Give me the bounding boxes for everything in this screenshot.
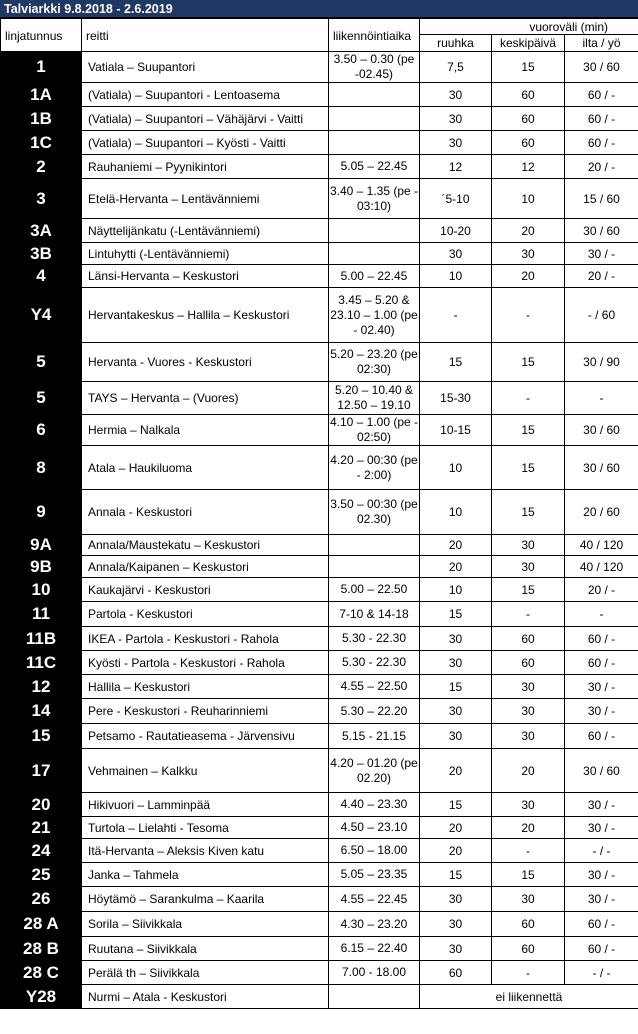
line-id-cell: 21 (1, 817, 82, 839)
route-cell: Länsi-Hervanta – Keskustori (82, 265, 329, 288)
rush-interval-cell: 30 (420, 912, 492, 937)
table-row (1, 627, 638, 651)
rush-interval-cell: 10-15 (420, 415, 492, 446)
evening-interval-cell: - / - (565, 839, 638, 863)
line-id-cell: 10 (1, 578, 82, 602)
table-row (1, 985, 638, 1009)
table-row (1, 288, 638, 343)
route-cell: Janka – Tahmela (82, 863, 329, 887)
midday-interval-cell: 15 (492, 490, 565, 535)
line-id-cell: 9A (1, 535, 82, 556)
operating-time-cell: 6.15 – 22.40 (329, 937, 420, 961)
operating-time-cell: 5.00 – 22.45 (329, 265, 420, 288)
rush-interval-cell: - (420, 288, 492, 343)
table-row (1, 219, 638, 243)
operating-time-cell: 4.10 – 1.00 (pe - 02:50) (329, 415, 419, 444)
table-row (1, 265, 638, 288)
midday-interval-cell: 30 (492, 675, 565, 699)
rush-interval-cell: 30 (420, 887, 492, 912)
operating-time-cell: 5.30 - 22.30 (329, 627, 420, 651)
line-id-cell: 1 (1, 52, 82, 83)
line-id-cell: 9 (1, 490, 82, 535)
rush-interval-cell: 30 (420, 107, 492, 131)
route-cell: Hervantakeskus – Hallila – Keskustori (82, 288, 329, 343)
rush-interval-cell: 15 (420, 863, 492, 887)
table-row (1, 446, 638, 490)
midday-interval-cell: 10 (492, 179, 565, 219)
rush-interval-cell: 30 (420, 937, 492, 961)
evening-interval-cell: 60 / - (565, 937, 638, 961)
route-cell: Näyttelijänkatu (-Lentävänniemi) (82, 219, 329, 243)
line-id-cell: 17 (1, 749, 82, 793)
midday-interval-cell: 15 (492, 52, 565, 83)
midday-interval-cell: 60 (492, 83, 565, 107)
route-cell: Annala/Maustekatu – Keskustori (82, 535, 329, 556)
operating-time-cell (329, 219, 420, 243)
line-id-cell: 14 (1, 699, 82, 724)
table-row (1, 243, 638, 265)
route-cell: TAYS – Hervanta – (Vuores) (82, 382, 329, 415)
rush-interval-cell: 30 (420, 651, 492, 675)
operating-time-cell: 3.40 – 1.35 (pe - 03:10) (329, 179, 420, 219)
rush-interval-cell: 10 (420, 490, 492, 535)
table-row (1, 83, 638, 107)
route-cell: Etelä-Hervanta – Lentävänniemi (82, 179, 329, 219)
evening-interval-cell: 30 / 60 (565, 52, 638, 83)
line-id-cell: 26 (1, 887, 82, 912)
table-row (1, 415, 638, 446)
line-id-cell: 24 (1, 839, 82, 863)
route-cell: Kaukajärvi - Keskustori (82, 578, 329, 602)
line-id-cell: 3A (1, 219, 82, 243)
route-cell: Pere - Keskustori - Reuharinniemi (82, 699, 329, 724)
rush-interval-cell: 20 (420, 817, 492, 839)
evening-interval-cell: 30 / - (565, 817, 638, 839)
table-row (1, 887, 638, 912)
page-title: Talviarkki 9.8.2018 - 2.6.2019 (4, 2, 173, 16)
table-row (1, 937, 638, 961)
table-row (1, 52, 638, 83)
evening-interval-cell: 60 / - (565, 107, 638, 131)
route-cell: Hikivuori – Lamminpää (82, 793, 329, 817)
line-id-cell: 1A (1, 83, 82, 107)
evening-interval-cell: 40 / 120 (565, 535, 638, 556)
operating-time-cell: 4.20 – 01.20 (pe 02.20) (329, 749, 420, 793)
route-cell: IKEA - Partola - Keskustori - Rahola (82, 627, 329, 651)
operating-time-cell (329, 556, 420, 578)
route-cell: Turtola – Lielahti - Tesoma (82, 817, 329, 839)
operating-time-cell: 7-10 & 14-18 (329, 602, 420, 627)
evening-interval-cell: 30 / 60 (565, 446, 638, 490)
operating-time-cell: 4.55 – 22.45 (329, 887, 420, 912)
table-row (1, 107, 638, 131)
midday-interval-cell: 30 (492, 535, 565, 556)
rush-interval-cell: 15 (420, 675, 492, 699)
header-evening: ilta / yö (565, 35, 638, 52)
midday-interval-cell: 20 (492, 749, 565, 793)
table-row (1, 961, 638, 985)
midday-interval-cell: 60 (492, 651, 565, 675)
route-cell: Petsamo - Rautatieasema - Järvensivu (82, 724, 329, 749)
operating-time-cell: 3.50 – 00:30 (pe 02.30) (329, 490, 420, 535)
midday-interval-cell: 12 (492, 155, 565, 179)
line-id-cell: 28 A (1, 912, 82, 937)
evening-interval-cell: 30 / 60 (565, 749, 638, 793)
midday-interval-cell: 60 (492, 131, 565, 155)
rush-interval-cell: 20 (420, 839, 492, 863)
operating-time-cell: 4.20 – 00:30 (pe - 2:00) (329, 446, 420, 490)
route-cell: Hallila – Keskustori (82, 675, 329, 699)
line-id-cell: 3B (1, 243, 82, 265)
midday-interval-cell: 15 (492, 343, 565, 382)
evening-interval-cell: 20 / - (565, 155, 638, 179)
route-cell: Itä-Hervanta – Aleksis Kiven katu (82, 839, 329, 863)
table-row (1, 817, 638, 839)
route-cell: Kyösti - Partola - Keskustori - Rahola (82, 651, 329, 675)
rush-interval-cell: 7,5 (420, 52, 492, 83)
line-id-cell: 25 (1, 863, 82, 887)
route-cell: (Vatiala) – Suupantori – Kyösti - Vaitti (82, 131, 329, 155)
route-cell: Atala – Haukiluoma (82, 446, 329, 490)
line-id-cell: 3 (1, 179, 82, 219)
midday-interval-cell: 15 (492, 863, 565, 887)
rush-interval-cell: 10 (420, 265, 492, 288)
route-cell: (Vatiala) – Suupantori - Lentoasema (82, 83, 329, 107)
line-id-cell: 4 (1, 265, 82, 288)
table-row (1, 675, 638, 699)
line-id-cell: 12 (1, 675, 82, 699)
table-row (1, 699, 638, 724)
route-cell: Ruutana – Siivikkala (82, 937, 329, 961)
evening-interval-cell: 60 / - (565, 724, 638, 749)
table-row (1, 651, 638, 675)
midday-interval-cell: 30 (492, 243, 565, 265)
line-id-cell: 15 (1, 724, 82, 749)
evening-interval-cell: 60 / - (565, 131, 638, 155)
rush-interval-cell: 12 (420, 155, 492, 179)
midday-interval-cell: 30 (492, 699, 565, 724)
header-route: reitti (82, 19, 329, 52)
operating-time-cell: 7.00 - 18.00 (329, 961, 420, 985)
header-midday: keskipäivä (492, 35, 565, 52)
title-bar (0, 0, 638, 18)
line-id-cell: 28 B (1, 937, 82, 961)
evening-interval-cell: 30 / 90 (565, 343, 638, 382)
evening-interval-cell: - (565, 602, 638, 627)
operating-time-cell (329, 107, 420, 131)
rush-interval-cell: 10 (420, 446, 492, 490)
table-row (1, 343, 638, 382)
evening-interval-cell: 15 / 60 (565, 179, 638, 219)
midday-interval-cell: 20 (492, 219, 565, 243)
midday-interval-cell: 60 (492, 107, 565, 131)
rush-interval-cell: 20 (420, 556, 492, 578)
route-cell: Annala - Keskustori (82, 490, 329, 535)
operating-time-cell (329, 243, 420, 265)
midday-interval-cell: 60 (492, 627, 565, 651)
table-row (1, 490, 638, 535)
not-in-service-cell: ei liikennettä (420, 985, 638, 1009)
line-id-cell: 20 (1, 793, 82, 817)
midday-interval-cell: 20 (492, 817, 565, 839)
evening-interval-cell: 60 / - (565, 651, 638, 675)
operating-time-cell: 5.30 – 22.20 (329, 699, 420, 724)
rush-interval-cell: 10-20 (420, 219, 492, 243)
table-row (1, 793, 638, 817)
rush-interval-cell: 15 (420, 793, 492, 817)
table-row (1, 724, 638, 749)
header-line-id: linjatunnus (1, 19, 82, 52)
evening-interval-cell: - / - (565, 961, 638, 985)
operating-time-cell: 4.40 – 23.30 (329, 793, 420, 817)
operating-time-cell: 5.20 – 23.20 (pe 02:30) (329, 343, 420, 382)
line-id-cell: 11C (1, 651, 82, 675)
operating-time-cell: 5.30 - 22.30 (329, 651, 420, 675)
midday-interval-cell: - (492, 288, 565, 343)
evening-interval-cell: 60 / - (565, 912, 638, 937)
evening-interval-cell: 30 / - (565, 863, 638, 887)
midday-interval-cell: 15 (492, 446, 565, 490)
operating-time-cell: 4.50 – 23.10 (329, 817, 420, 839)
header-operating-time: liikennöintiaika (329, 19, 420, 52)
rush-interval-cell: ´5-10 (420, 179, 492, 219)
evening-interval-cell: 60 / - (565, 627, 638, 651)
table-row (1, 535, 638, 556)
table-row (1, 131, 638, 155)
line-id-cell: 2 (1, 155, 82, 179)
evening-interval-cell: 20 / 60 (565, 490, 638, 535)
midday-interval-cell: 60 (492, 937, 565, 961)
midday-interval-cell: 15 (492, 415, 565, 446)
midday-interval-cell: 15 (492, 578, 565, 602)
table-row (1, 179, 638, 219)
evening-interval-cell: 20 / - (565, 578, 638, 602)
operating-time-cell: 5.20 – 10.40 & 12.50 – 19.10 (329, 382, 420, 415)
operating-time-cell: 4.30 – 23.20 (329, 912, 420, 937)
midday-interval-cell: - (492, 602, 565, 627)
rush-interval-cell: 20 (420, 535, 492, 556)
route-cell: Höytämö – Sarankulma – Kaarila (82, 887, 329, 912)
midday-interval-cell: 30 (492, 724, 565, 749)
line-id-cell: 8 (1, 446, 82, 490)
operating-time-cell: 5.05 – 23.35 (329, 863, 420, 887)
rush-interval-cell: 30 (420, 131, 492, 155)
table-row (1, 556, 638, 578)
evening-interval-cell: - / 60 (565, 288, 638, 343)
evening-interval-cell: 40 / 120 (565, 556, 638, 578)
route-cell: Vatiala – Suupantori (82, 52, 329, 83)
table-row (1, 382, 638, 415)
evening-interval-cell: 30 / - (565, 699, 638, 724)
evening-interval-cell: 30 / 60 (565, 219, 638, 243)
table-row (1, 863, 638, 887)
route-cell: Hervanta - Vuores - Keskustori (82, 343, 329, 382)
rush-interval-cell: 15 (420, 343, 492, 382)
table-row (1, 749, 638, 793)
table-row (1, 912, 638, 937)
evening-interval-cell: 60 / - (565, 83, 638, 107)
line-id-cell: 1C (1, 131, 82, 155)
route-cell: Vehmainen – Kalkku (82, 749, 329, 793)
route-cell: Lintuhytti (-Lentävänniemi) (82, 243, 329, 265)
line-id-cell: 11 (1, 602, 82, 627)
route-cell: Rauhaniemi – Pyynikintori (82, 155, 329, 179)
line-id-cell: Y4 (1, 288, 82, 343)
operating-time-cell: 5.00 – 22.50 (329, 578, 420, 602)
route-cell: Partola - Keskustori (82, 602, 329, 627)
midday-interval-cell: 30 (492, 556, 565, 578)
rush-interval-cell: 60 (420, 961, 492, 985)
rush-interval-cell: 15 (420, 602, 492, 627)
rush-interval-cell: 30 (420, 627, 492, 651)
header-row (1, 19, 638, 35)
operating-time-cell: 4.55 – 22.50 (329, 675, 420, 699)
operating-time-cell: 6.50 – 18.00 (329, 839, 420, 863)
line-id-cell: 5 (1, 382, 82, 415)
evening-interval-cell: 30 / - (565, 243, 638, 265)
rush-interval-cell: 15-30 (420, 382, 492, 415)
rush-interval-cell: 10 (420, 578, 492, 602)
operating-time-cell: 3.50 – 0.30 (pe -02.45) (329, 52, 420, 83)
table-row (1, 839, 638, 863)
line-id-cell: 6 (1, 415, 82, 446)
table-row (1, 578, 638, 602)
midday-interval-cell: 30 (492, 793, 565, 817)
operating-time-cell: 3.45 – 5.20 & 23.10 – 1.00 (pe - 02.40) (329, 288, 420, 343)
evening-interval-cell: 30 / - (565, 675, 638, 699)
operating-time-cell (329, 131, 420, 155)
line-id-cell: 28 C (1, 961, 82, 985)
evening-interval-cell: 20 / - (565, 265, 638, 288)
route-cell: Hermia – Nalkala (82, 415, 329, 446)
route-cell: Annala/Kaipanen – Keskustori (82, 556, 329, 578)
route-cell: Perälä th – Siivikkala (82, 961, 329, 985)
line-id-cell: 1B (1, 107, 82, 131)
operating-time-cell (329, 985, 420, 1009)
rush-interval-cell: 30 (420, 243, 492, 265)
rush-interval-cell: 30 (420, 724, 492, 749)
route-cell: Nurmi – Atala - Keskustori (82, 985, 329, 1009)
route-cell: Sorila – Siivikkala (82, 912, 329, 937)
evening-interval-cell: 30 / - (565, 793, 638, 817)
evening-interval-cell: 30 / - (565, 887, 638, 912)
midday-interval-cell: 30 (492, 887, 565, 912)
midday-interval-cell: 20 (492, 265, 565, 288)
midday-interval-cell: - (492, 382, 565, 415)
operating-time-cell (329, 535, 420, 556)
line-id-cell: 5 (1, 343, 82, 382)
evening-interval-cell: 30 / 60 (565, 415, 638, 446)
rush-interval-cell: 30 (420, 83, 492, 107)
line-id-cell: 9B (1, 556, 82, 578)
line-id-cell: Y28 (1, 985, 82, 1009)
route-cell: (Vatiala) – Suupantori – Vähäjärvi - Vaitti (82, 107, 329, 131)
evening-interval-cell: - (565, 382, 638, 415)
header-rush: ruuhka (420, 35, 492, 52)
rush-interval-cell: 30 (420, 699, 492, 724)
route-table (0, 18, 638, 1009)
midday-interval-cell: 60 (492, 912, 565, 937)
operating-time-cell: 5.05 – 22.45 (329, 155, 420, 179)
midday-interval-cell: - (492, 961, 565, 985)
line-id-cell: 11B (1, 627, 82, 651)
table-row (1, 602, 638, 627)
operating-time-cell: 5.15 - 21.15 (329, 724, 420, 749)
header-interval: vuoroväli (min) (420, 19, 638, 35)
rush-interval-cell: 20 (420, 749, 492, 793)
operating-time-cell (329, 83, 420, 107)
midday-interval-cell: - (492, 839, 565, 863)
table-row (1, 155, 638, 179)
